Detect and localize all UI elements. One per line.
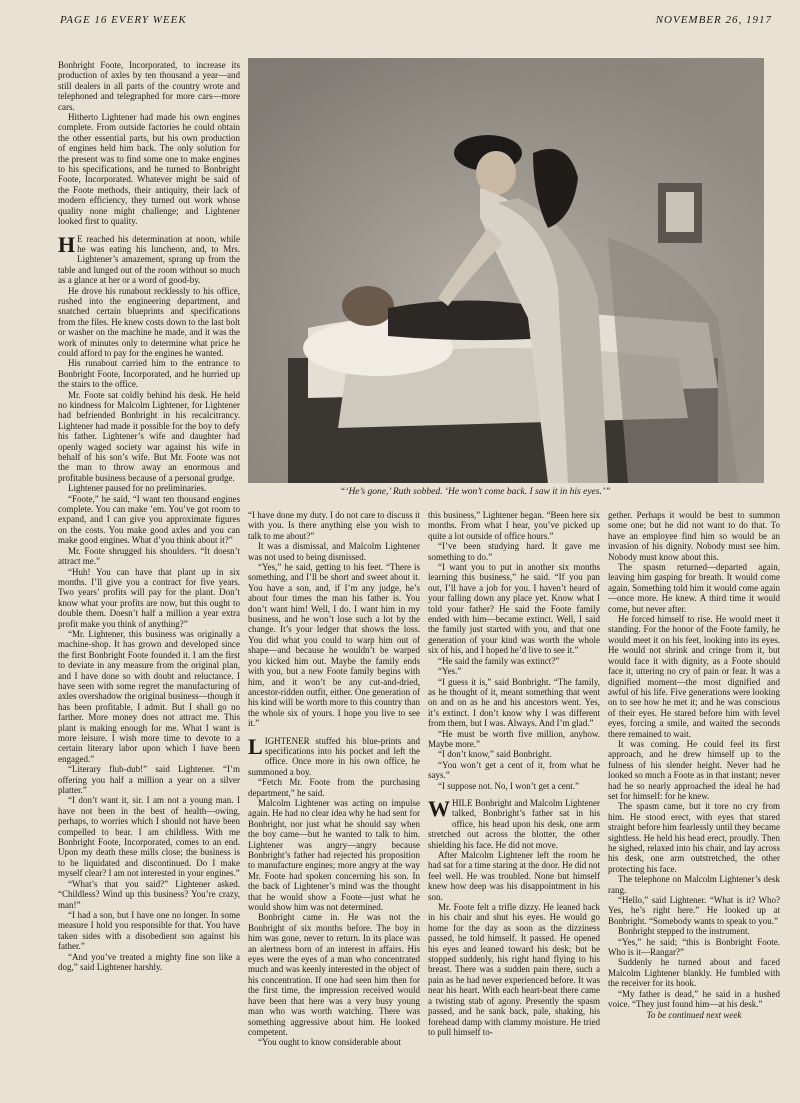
paragraph: WHILE Bonbright and Malcolm Lightener talked, Bonbright’s father sat in his office, his head upon his desk, one arm stretched out across the blotter, the other shielding his face. He did not move.: [428, 795, 600, 850]
page-header: [60, 14, 772, 30]
paragraph: Mr. Foote felt a trifle dizzy. He leaned back in his chair and shut his eyes. He would go home for the day as soon as the dizziness passed, he told himself. It passed. He opened his eyes and leaned toward his desk; but he stopped suddenly, his right hand flying to his breast. There was a sudden pain there, such a pain as he had never experienced before. It was near his heart. With each heart-beat there came a twisting stab of agony. Presently the spasm passed, and he sank back, pale, shaking, his forehead damp with clammy moisture. He tried to pull himself to-: [428, 902, 600, 1037]
paragraph: “Mr. Lightener, this business was originally a machine-shop. It has grown and developed since the first Bonbright Foote founded it. I am the first to deviate in any measure from the original plan, and I have done so with doubt and reluctance. I have seen with some regret the manufacturing of axles overshadow the original business—though it has been profitable, I admit. But I shall go no farther. More money does not attract me. This plant is making enough for me. What I want is more leisure. I wish more time to devote to a certain literary labor upon which I have been engaged.”: [58, 628, 240, 764]
paragraph: “I suppose not. No, I won’t get a cent.”: [438, 780, 580, 791]
paragraph: “And you’ve treated a mighty fine son like a dog,” said Lightener harshly.: [58, 951, 240, 972]
paragraph: He drove his runabout recklessly to his office, rushed into the engineering department, and snatched certain blueprints and specifications from the files. He knew costs down to the last bolt or washer on the machine he made, and it was the work of minutes only to determine what price he could afford to pay for the engines he wanted.: [58, 285, 240, 358]
paragraph: Bonbright Foote, Incorporated, to increase its production of axles by ten thousand a year—and still dealers in all parts of the country wrote and telephoned and telegraphed for more cars—more cars.: [58, 60, 240, 112]
paragraph: After Malcolm Lightener left the room he had sat for a time staring at the door. He did not feel well. He was troubled. None but himself knew how deep was his disappointment in his son.: [428, 850, 600, 902]
continued-notice: To be continued next week: [646, 1009, 742, 1020]
paragraph: “Huh! You can have that plant up in six months. I’ll give you a contract for five years. Two years’ profits will pay for the plant. Don’t know what your profits are now, but this ought to double them. Doesn’t half a million a year extra profit make you think of anything?”: [58, 566, 240, 629]
paragraph: “I don’t want it, sir. I am not a young man. I have not been in the best of health—owing, perhaps, to worries which I should not have been compelled to bear. I am childless. With me Bonbright Foote, Incorporated, comes to an end. Upon my death these mills close; the business is to be liquidated and discontinued. Do I make myself clear? I am not interested in your engines.”: [58, 795, 240, 879]
illustration-bed-scene: [248, 58, 764, 483]
paragraph: “Yes,” he said; “this is Bonbright Foote. Who is it—Rangar?”: [608, 936, 780, 958]
paragraph: Bonbright stepped to the instrument.: [618, 926, 750, 937]
paragraph: “I had a son, but I have one no longer. In some measure I hold you responsible for that. You have taken sides with a disobedient son against his father.”: [58, 909, 240, 952]
illustration-caption: “‘He’s gone,’ Ruth sobbed. ‘He won’t come back. I saw it in his eyes.’”: [340, 487, 611, 497]
column-3: [428, 510, 600, 1082]
drop-cap: H: [58, 231, 76, 257]
header-page-number: PAGE 16 EVERY WEEK: [60, 14, 187, 26]
paragraph: Lightener paused for no preliminaries.: [68, 483, 207, 494]
paragraph: Mr. Foote shrugged his shoulders. “It doesn’t attract me.”: [58, 545, 240, 567]
paragraph: “Hello,” said Lightener. “What is it? Who? Yes, he’s right here.” He looked up at Bonbright. “Somebody wants to speak to you.”: [608, 895, 780, 926]
paragraph: “Fetch Mr. Foote from the purchasing department,” he said.: [248, 777, 420, 798]
paragraph: The spasm returned—departed again, leaving him gasping for breath. It would come again. Something told him it would come again—once more. He knew. A third time it would come, but never after.: [608, 562, 780, 614]
paragraph: His runabout carried him to the entrance to Bonbright Foote, Incorporated, and he hurried up the stairs to the office.: [58, 358, 240, 390]
paragraph: Malcolm Lightener was acting on impulse again. He had no clear idea why he had sent for Bonbright, nor just what he should say when the boy came—but he wanted to talk to him. Lightener was angry—angry because Bonbright’s father had rejected his proposition to manufacture engines; more angry at the way Mr. Foote had spoken concerning his son. In the back of Lightener’s mind was the thought that he would show a Foote—just what he would show him was not determined.: [248, 797, 420, 913]
paragraph: “I’ve been studying hard. It gave me something to do.”: [428, 541, 600, 562]
paragraph: “Literary flub-dub!” said Lightener. “I’m offering you half a million a year on a silver platter.”: [58, 764, 240, 796]
drop-cap: L: [248, 733, 263, 759]
column-4: [608, 510, 780, 1082]
paragraph: “Foote,” he said, “I want ten thousand engines complete. You can make ’em. You’ve got room to expand, and I can give you approximate figures on the costs. You make good axles and you can make good engines. What d’you think about it?”: [58, 493, 240, 546]
paragraph: “You won’t get a cent of it, from what he says.”: [428, 759, 600, 781]
paragraph: “I have done my duty. I do not care to discuss it with you. Is there anything else you wish to talk to me about?”: [248, 510, 420, 541]
paragraph: “I don’t know,” said Bonbright.: [438, 749, 552, 760]
paragraph: Mr. Foote sat coldly behind his desk. He held no kindness for Malcolm Lightener, for Lightener had befriended Bonbright in his recalcitrancy. Lightener had made it possible for the boy to defy his father. Lightener’s wife and daughter had openly waged society war against his wife in behalf of his son’s wife. But Mr. Foote was not the man to throw away an enormous and profitable business because of a personal grudge.: [58, 389, 240, 483]
paragraph: “What’s that you said?” Lightener asked. “Childless? Wind up this business? You’re crazy, man!”: [58, 878, 240, 910]
paragraph: “He must be worth five million, anyhow. Maybe more.”: [428, 728, 600, 749]
paragraph: “You ought to know considerable about: [258, 1037, 401, 1048]
story-illustration: [248, 58, 764, 483]
paragraph: “Yes,” he said, getting to his feet. “There is something, and I’ll be short and sweet about it. You have a son, and, if I’m any judge, he’s about four times the man his father is. You don’t want him! Well, I do. I want him in my business, and he won’t lose such a lot by the change. It’s your ledger that shows the loss. You did what you could to warp him out of shape—and because he wouldn’t be warped you kicked him out. Maybe the family ends with you, but a new Foote family begins with him, and it won’t be any cut-and-dried, ancestor-ridden outfit, either. One generation of his kind will be worth more to this country than the whole six of yours. I hope you live to see it.”: [248, 562, 420, 729]
column-2: [248, 510, 420, 1082]
paragraph: LIGHTENER stuffed his blue-prints and specifications into his pocket and left the office. Once more in his own office, he summoned a boy.: [248, 733, 420, 777]
paragraph: Bonbright came in. He was not the Bonbright of six months before. The boy in him was gone, never to return. In its place was an alertness born of an interest in affairs. His eyes were the eyes of a man who concentrated much and was keenly interested in the object of his concentration. If one had seen him then for the first time, the impression received would have been that here was a very busy young man who was worth watching. There was something aggressive about him. He looked competent.: [248, 912, 420, 1037]
paragraph: Hitherto Lightener had made his own engines complete. From outside factories he could obtain the other essential parts, but his own production of engines held him back. The only solution for the present was to find some one to make engines to his specifications, and he turned to Bonbright Foote, Incorporated. Whatever might be said of the Foote methods, their antiquity, their lack of modern efficiency, they turned out work whose quality none might challenge; and Lightener looked first to quality.: [58, 112, 240, 227]
paragraph: Suddenly he turned about and faced Malcolm Lightener blankly. He fumbled with the receiver for its hook.: [608, 957, 780, 989]
paragraph: gether. Perhaps it would be best to summon some one; but he did not want to do that. To have an employee find him so would be an invasion of his dignity. Nobody must see him. Nobody must know about this.: [608, 510, 780, 562]
column-1: [58, 60, 240, 1082]
paragraph: H E reached his determination at noon, while he was eating his luncheon, and, to Mrs. Lightener’s amazement, sprang up from the table and lunged out of the room without so much as a glance at her or a word of good-by.: [58, 231, 240, 286]
drop-cap: W: [428, 795, 450, 821]
paragraph: “I want you to put in another six months learning this business,” he said. “If you pan out, I’ll have a job for you. I haven’t heard of your falling down any place yet. Know what I told your father? He said the Foote family ended with him—became extinct. Well, I said the family just started with you, and that one generation of your kind was worth the whole six of his, and I hoped he’d live to see it.”: [428, 562, 600, 656]
paragraph: this business,” Lightener began. “Been here six months. From what I hear, you’ve picked up quite a lot outside of office hours.”: [428, 510, 600, 541]
paragraph: The spasm came, but it tore no cry from him. He stood erect, with eyes that stared straight before him fearlessly until they became sightless. He held his head erect, proudly. Then he sighed, relaxed into his chair, and lay across his desk, one arm outstretched, the other protecting his face.: [608, 801, 780, 874]
paragraph: It was coming. He could feel its first approach, and he drew himself up to the fulness of his slender height. Never had he looked so much a Foote as in that instant; never had he so nearly approached the ideal he had set for himself: for he knew.: [608, 738, 780, 801]
paragraph: The telephone on Malcolm Lightener’s desk rang.: [608, 874, 780, 895]
paragraph: He forced himself to rise. He would meet it standing. For the honor of the Foote family, he would meet it on his feet, looking into its eyes. He would not shrink and cringe from it, but would face it with dignity, as a Foote should face it, uttering no cry of pain or fear. It was a dignified moment—the most dignified and awful of his life. Five generations were looking on to see how he met it; and he was conscious of their eyes. He stared before him with level eyes, forcing a smile, and waited the seconds there remained to wait.: [608, 614, 780, 739]
header-date: NOVEMBER 26, 1917: [655, 14, 772, 26]
paragraph: “He said the family was extinct?”: [438, 655, 560, 666]
paragraph: “Yes.”: [438, 666, 462, 677]
paragraph: “I guess it is,” said Bonbright. “The family, as he thought of it, meant something that went on and on as he and his ancestors went. Yes, it’s extinct. I don’t know why I was different from them, but I was. Always. And I’m glad.”: [428, 676, 600, 729]
paragraph: “My father is dead,” he said in a hushed voice. “They just found him—at his desk.”: [608, 988, 780, 1010]
paragraph: It was a dismissal, and Malcolm Lightener was not used to being dismissed.: [248, 541, 420, 562]
